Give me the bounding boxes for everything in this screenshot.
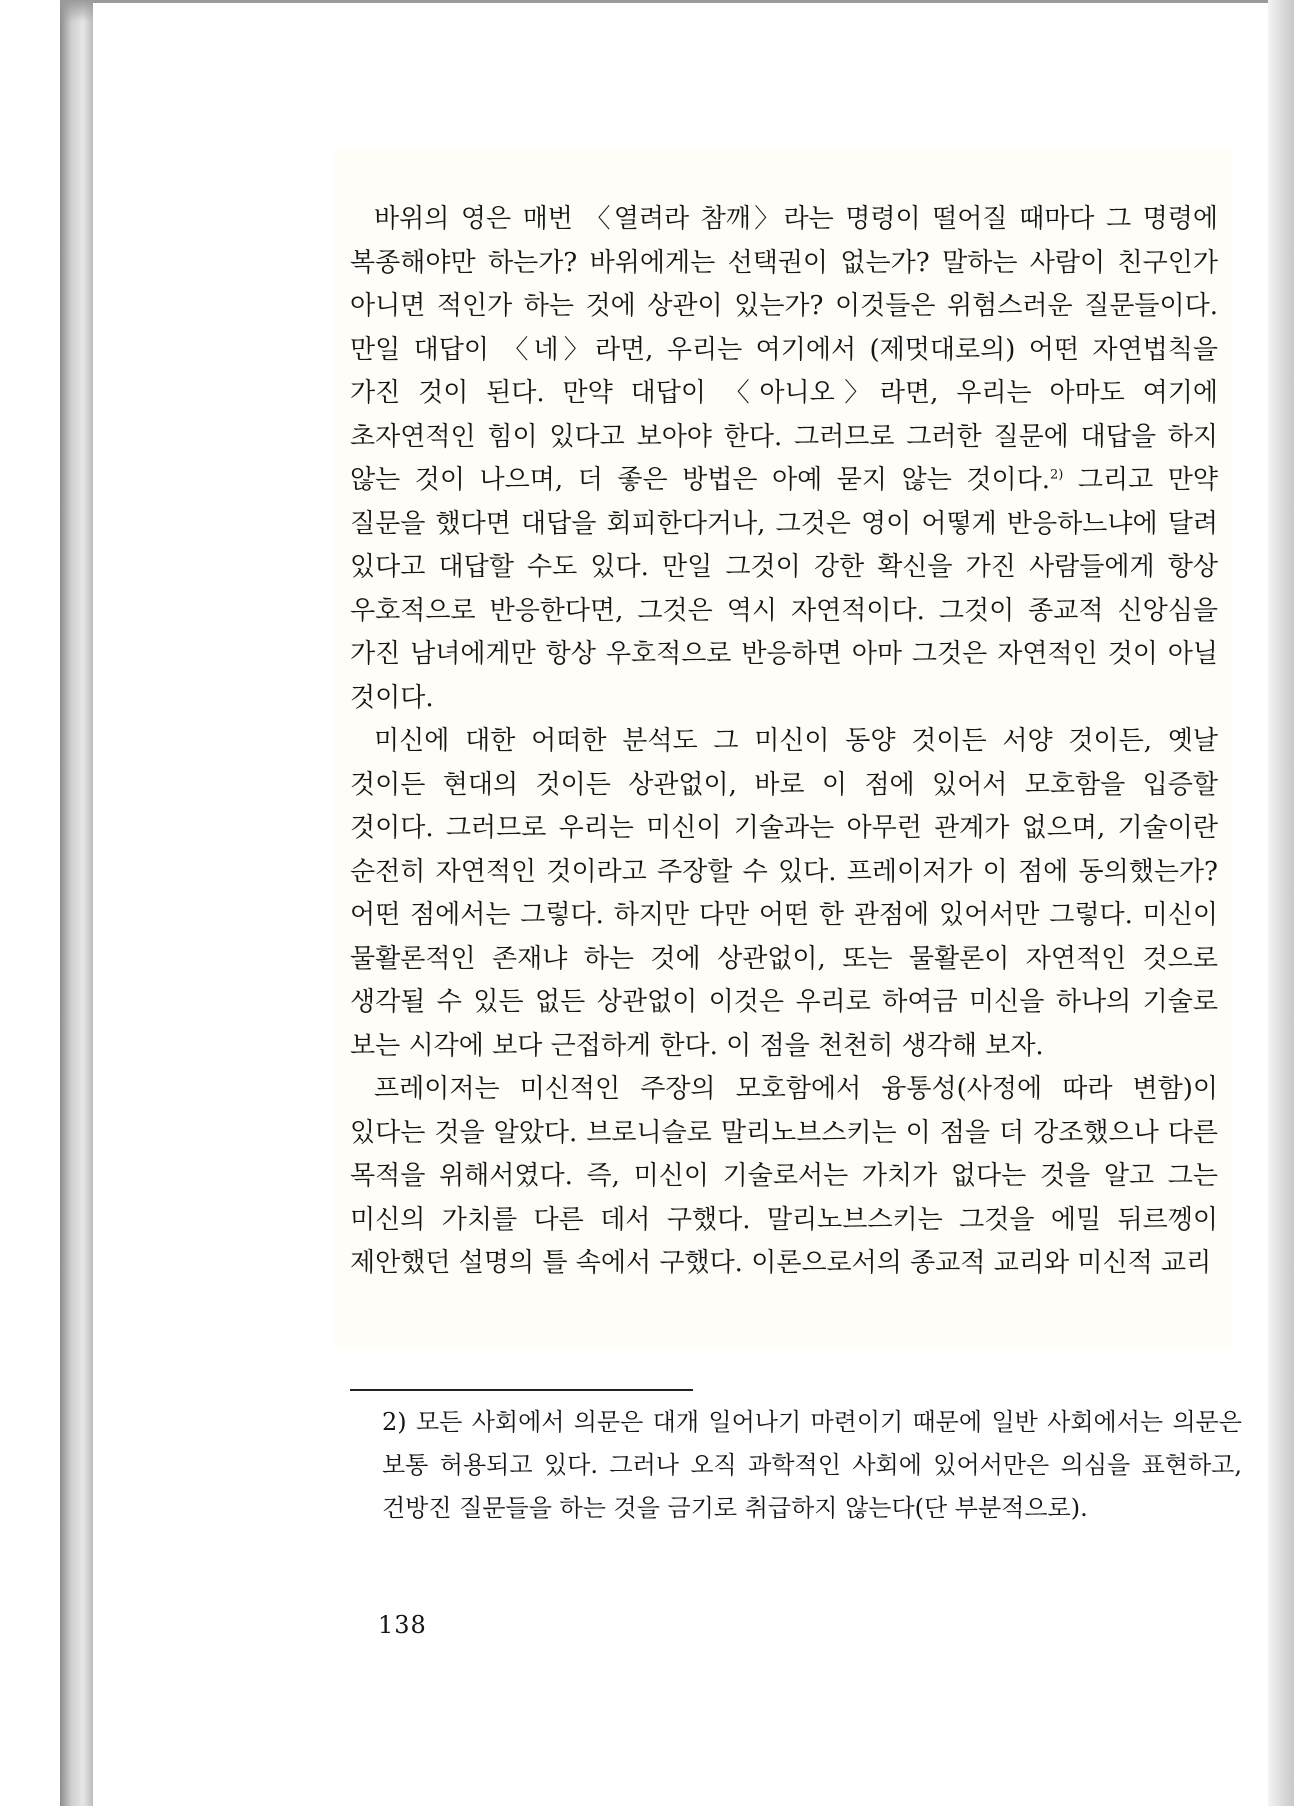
book-page bbox=[93, 0, 1268, 1806]
footnote-divider bbox=[350, 1389, 693, 1391]
paragraph-3: 프레이저는 미신적인 주장의 모호함에서 융통성(사정에 따라 변함)이 있다는 것을 알았다. 브로니슬로 말리노브스키는 이 점을 더 강조했으나 다른 목적을 위해서였다. 즉, 미신이 기술로서는 가치가 없다는 것을 알고 그는 미신의 가치를 다른 데서 구했다. 말리노브스키는 그것을 에밀 뒤르껭이 제안했던 설명의 틀 속에서 구했다. 이론으로서의 종교적 교리와 미신적 교리 bbox=[350, 1074, 1218, 1278]
book-spine bbox=[60, 0, 94, 1806]
footnote-reference: 2) bbox=[1049, 467, 1064, 483]
page-edge-shadow bbox=[1268, 0, 1294, 1806]
paragraph-2: 미신에 대한 어떠한 분석도 그 미신이 동양 것이든 서양 것이든, 옛날 것이든 현대의 것이든 상관없이, 바로 이 점에 있어서 모호함을 입증할 것이다. 그러므로 우리는 미신이 기술과는 아무런 관계가 없으며, 기술이란 순전히 자연적인 것이라고 주장할 수 있다. 프레이저가 이 점에 동의했는가? 어떤 점에서는 그렇다. 하지만 다만 어떤 한 관점에 있어서만 그렇다. 미신이 물활론적인 존재냐 하는 것에 상관없이, 또는 물활론이 자연적인 것으로 생각될 수 있든 없든 상관없이 이것은 우리로 하여금 미신을 하나의 기술로 보는 시각에 보다 근접하게 한다. 이 점을 천천히 생각해 보자. bbox=[350, 726, 1218, 1061]
paragraph-1-text: 바위의 영은 매번 〈열려라 참깨〉라는 명령이 떨어질 때마다 그 명령에 복종해야만 하는가? 바위에게는 선택권이 없는가? 말하는 사람이 친구인가 아니면 적인가 하는 것에 상관이 있는가? 이것들은 위험스러운 질문들이다. 만일 대답이 〈네〉라면, 우리는 여기에서 (제멋대로의) 어떤 자연법칙을 가진 것이 된다. 만약 대답이 〈아니오〉라면, 우리는 아마도 여기에 초자연적인 힘이 있다고 보아야 한다. 그러므로 그러한 질문에 대답을 하지 않는 것이 나으며, 더 좋은 방법은 아예 묻지 않는 것이다. bbox=[350, 204, 1218, 495]
footnote: 2) 모든 사회에서 의문은 대개 일어나기 마련이기 때문에 일반 사회에서는 의문은 보통 허용되고 있다. 그러나 오직 과학적인 사회에 있어서만은 의심을 표현하고, 건방진 질문들을 하는 것을 금기로 취급하지 않는다(단 부분적으로). bbox=[382, 1408, 1242, 1522]
paragraph-1-continuation: 그리고 만약 질문을 했다면 대답을 회피한다거나, 그것은 영이 어떻게 반응하느냐에 달려 있다고 대답할 수도 있다. 만일 그것이 강한 확신을 가진 사람들에게 항상 우호적으로 반응한다면, 그것은 역시 자연적이다. 그것이 종교적 신앙심을 가진 남녀에게만 항상 우호적으로 반응하면 아마 그것은 자연적인 것이 아닐 것이다. bbox=[350, 465, 1218, 713]
body-text bbox=[350, 198, 1218, 1286]
page-number: 138 bbox=[378, 1611, 427, 1639]
paragraph-1 bbox=[350, 198, 1218, 720]
